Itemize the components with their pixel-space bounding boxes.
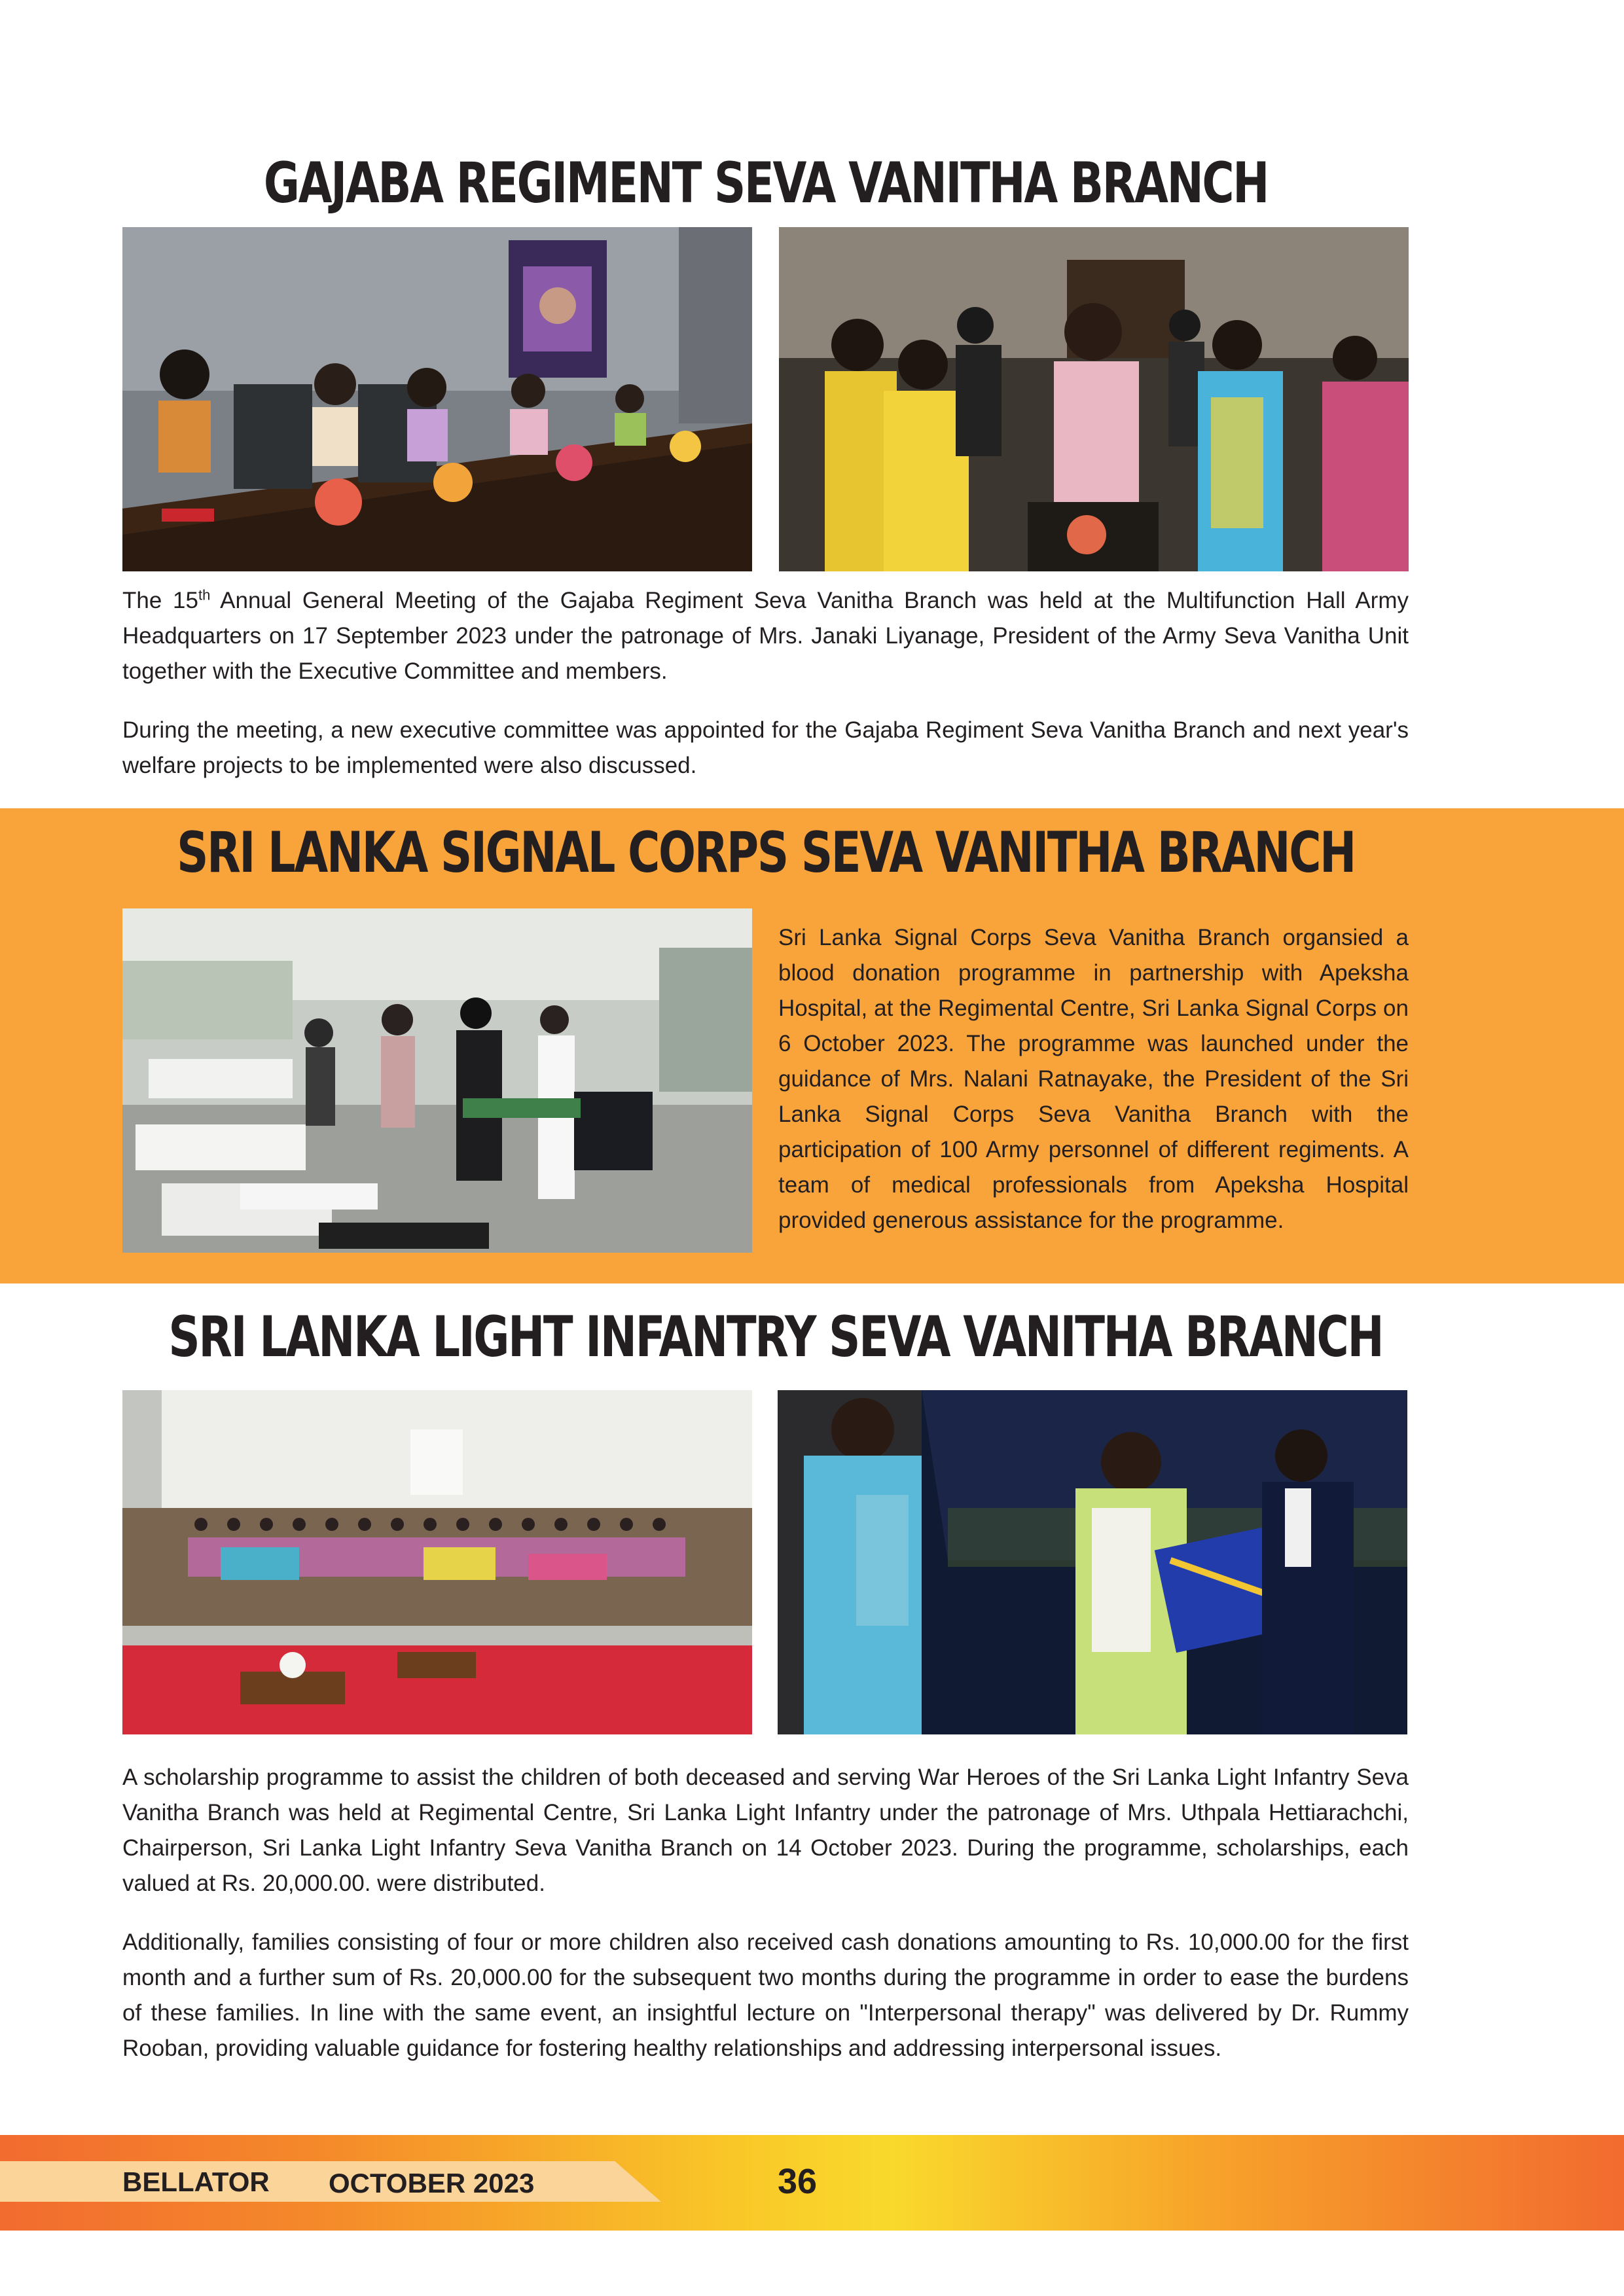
footer-issue-date: OCTOBER 2023 (329, 2168, 535, 2198)
footer-page-number: 36 (778, 2162, 818, 2201)
footer-magazine-name: BELLATOR (122, 2166, 270, 2197)
light-infantry-paragraph-1: A scholarship programme to assist the children of both deceased and serving War Heroes of the Sri Lanka Light Infantry Seva Vanitha Branch was held at Regimental Centre, Sri Lanka Light Infantry under the patronage of Mrs. Uthpala Hettiarachchi, Chairperson, Sri Lanka Light Infantry Seva Vanitha Branch on 14 October 2023. During the programme, scholarships, each valued at Rs. 20,000.00. were distributed. (122, 1765, 1409, 1896)
signal-corps-paragraph: Sri Lanka Signal Corps Seva Vanitha Branch organsied a blood donation programme in partnership with Apeksha Hospital, at the Regimental Centre, Sri Lanka Signal Corps on 6 October 2023. The programme was launched under the guidance of Mrs. Nalani Ratnayake, the President of the Sri Lanka Signal Corps Seva Vanitha Branch with the participation of 100 Army personnel of different regiments. A team of medical professionals from Apeksha Hospital provided generous assistance for the programme. (778, 925, 1409, 1233)
section-title-light-infantry: SRI LANKA LIGHT INFANTRY SEVA VANITHA BRANCH (168, 1304, 1383, 1370)
section-title-signal-corps: SRI LANKA SIGNAL CORPS SEVA VANITHA BRANCH (177, 820, 1355, 886)
gajaba-paragraph-1: The 15th Annual General Meeting of the Gajaba Regiment Seva Vanitha Branch was held at the Multifunction Hall Army Headquarters on 17 September 2023 under the patronage of Mrs. Janaki Liyanage, President of the Army Seva Vanitha Unit together with the Executive Committee and members. (122, 586, 1409, 684)
gajaba-paragraph-2: During the meeting, a new executive committee was appointed for the Gajaba Regiment Seva Vanitha Branch and next year's welfare projects to be implemented were also discussed. (122, 717, 1409, 778)
photo-blood-donation (122, 908, 752, 1253)
photo-agm-gathering (779, 227, 1409, 571)
section-title-gajaba: GAJABA REGIMENT SEVA VANITHA BRANCH (263, 151, 1269, 216)
photo-agm-panel (122, 227, 752, 571)
light-infantry-paragraph-2: Additionally, families consisting of four or more children also received cash donations amounting to Rs. 10,000.00 for the first month and a further sum of Rs. 20,000.00 for the subsequent two months during the programme in order to ease the burdens of these families. In line with the same event, an insightful lecture on "Interpersonal therapy" was delivered by Dr. Rummy Rooban, providing valuable guidance for fostering healthy relationships and addressing interpersonal issues. (122, 1929, 1409, 2061)
photo-scholarship-award (778, 1390, 1407, 1734)
photo-scholarship-audience (122, 1390, 752, 1734)
